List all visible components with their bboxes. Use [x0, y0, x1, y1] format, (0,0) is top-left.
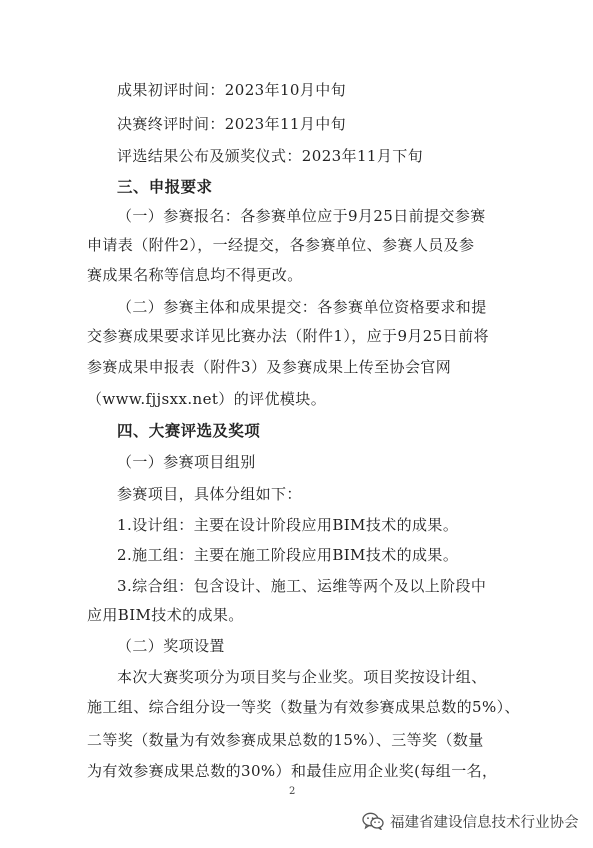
text-line-20: 本次大赛奖项分为项目奖与企业奖。项目奖按设计组、	[117, 668, 487, 686]
text-line-13: （一）参赛项目组别	[117, 453, 256, 471]
text-line-23: 为有效参赛成果总数的30%）和最佳应用企业奖(每组一名，	[87, 762, 498, 780]
watermark	[362, 811, 579, 831]
text-line-11: （www.fjjsxx.net）的评优模块。	[87, 390, 327, 408]
text-line-17: 3.综合组：包含设计、施工、运维等两个及以上阶段中	[117, 577, 487, 595]
text-line-8: （二）参赛主体和成果提交：各参赛单位资格要求和提	[117, 298, 487, 316]
wechat-icon	[362, 812, 384, 830]
text-line-21: 施工组、综合组分设一等奖（数量为有效参赛成果总数的5%）、	[87, 698, 520, 716]
text-line-5: （一）参赛报名：各参赛单位应于9月25日前提交参赛	[117, 207, 486, 225]
text-line-19: （二）奖项设置	[117, 637, 225, 655]
text-line-2: 决赛终评时间：2023年11月中旬	[117, 115, 347, 133]
text-line-15: 1.设计组：主要在设计阶段应用BIM技术的成果。	[117, 516, 459, 534]
watermark-text: 福建省建设信息技术行业协会	[390, 814, 579, 831]
section-heading-4: 四、大赛评选及奖项	[117, 422, 261, 440]
text-line-7: 赛成果名称等信息均不得更改。	[87, 266, 303, 284]
text-line-1: 成果初评时间：2023年10月中旬	[117, 81, 347, 99]
section-heading-3: 三、申报要求	[117, 178, 213, 196]
text-line-10: 参赛成果申报表（附件3）及参赛成果上传至协会官网	[87, 358, 452, 376]
text-line-9: 交参赛成果要求详见比赛办法（附件1），应于9月25日前将	[87, 327, 489, 345]
text-line-22: 二等奖（数量为有效参赛成果总数的15%）、三等奖（数量	[87, 731, 484, 749]
text-line-18: 应用BIM技术的成果。	[87, 606, 244, 624]
text-line-3: 评选结果公布及颁奖仪式：2023年11月下旬	[117, 147, 424, 165]
text-line-6: 申请表（附件2），一经提交，各参赛单位、参赛人员及参	[87, 236, 475, 254]
text-line-16: 2.施工组：主要在施工阶段应用BIM技术的成果。	[117, 546, 459, 564]
page-number: 2	[289, 786, 296, 797]
text-line-14: 参赛项目，具体分组如下：	[117, 485, 302, 503]
